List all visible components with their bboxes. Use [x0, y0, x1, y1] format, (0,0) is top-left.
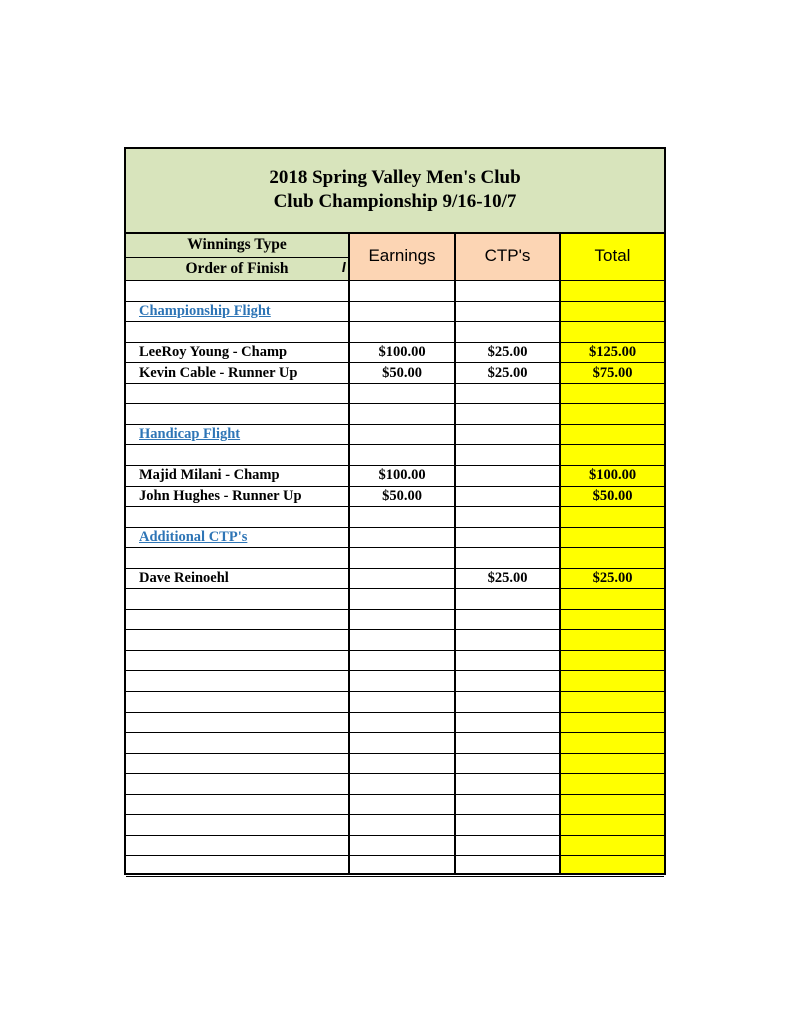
- row-earnings: [350, 507, 454, 527]
- row-total: $75.00: [592, 364, 633, 381]
- row-total: [561, 507, 664, 527]
- row-total: [561, 548, 664, 568]
- row-total: [561, 835, 664, 855]
- row-ctp: [456, 486, 559, 506]
- row-earnings: [350, 548, 454, 568]
- row-earnings: [350, 753, 454, 773]
- row-earnings: $50.00: [382, 364, 422, 381]
- row-ctp: [456, 753, 559, 773]
- earnings-header: Earnings: [368, 246, 436, 265]
- row-total: [561, 527, 664, 547]
- row-total: [561, 445, 664, 465]
- row-total: $50.00: [592, 488, 633, 504]
- section-heading: Championship Flight: [139, 303, 271, 320]
- row-total: [561, 815, 664, 835]
- row-total: [561, 301, 664, 321]
- row-name: Kevin Cable - Runner Up: [139, 364, 298, 381]
- row-ctp: [456, 692, 559, 712]
- row-total: [561, 281, 664, 301]
- row-ctp: [456, 404, 559, 424]
- row-total: [561, 404, 664, 424]
- row-earnings: [350, 692, 454, 712]
- row-ctp: [456, 507, 559, 527]
- row-ctp: [456, 383, 559, 403]
- row-earnings: [350, 856, 454, 876]
- row-earnings: [350, 815, 454, 835]
- row-ctp: [456, 548, 559, 568]
- row-total: [561, 692, 664, 712]
- row-total: [561, 753, 664, 773]
- section-heading: Additional CTP's: [139, 529, 248, 546]
- row-earnings: $100.00: [378, 467, 426, 484]
- row-earnings: [350, 671, 454, 691]
- row-earnings: [350, 322, 454, 342]
- row-earnings: $100.00: [378, 344, 426, 361]
- row-earnings: [350, 568, 454, 588]
- row-ctp: [456, 650, 559, 670]
- row-name: Majid Milani - Champ: [139, 467, 280, 484]
- row-ctp: [456, 774, 559, 794]
- row-ctp: [456, 815, 559, 835]
- row-ctp: [456, 589, 559, 609]
- order-of-finish-label: Order of Finish: [185, 260, 289, 277]
- sheet-title: [126, 149, 664, 234]
- row-earnings: [350, 609, 454, 629]
- row-ctp: $25.00: [487, 570, 528, 587]
- row-ctp: [456, 876, 559, 896]
- row-total: [561, 650, 664, 670]
- row-earnings: [350, 301, 454, 321]
- row-earnings: [350, 774, 454, 794]
- row-earnings: [350, 383, 454, 403]
- row-name: LeeRoy Young - Champ: [139, 344, 288, 361]
- row-ctp: [456, 465, 559, 485]
- row-ctp: [456, 712, 559, 732]
- section-heading: Handicap Flight: [139, 426, 241, 443]
- row-name: Dave Reinoehl: [139, 570, 229, 587]
- row-earnings: [350, 527, 454, 547]
- total-header: Total: [594, 246, 631, 265]
- row-total: [561, 589, 664, 609]
- row-ctp: [456, 424, 559, 444]
- row-ctp: [456, 527, 559, 547]
- row-earnings: [350, 281, 454, 301]
- row-total: [561, 322, 664, 342]
- row-earnings: [350, 650, 454, 670]
- row-ctp: [456, 794, 559, 814]
- row-ctp: [456, 609, 559, 629]
- winnings-sheet: [124, 147, 666, 875]
- header-divider: [126, 257, 348, 258]
- title-line-1: 2018 Spring Valley Men's Club: [269, 167, 521, 188]
- row-ctp: $25.00: [487, 344, 528, 361]
- row-total: [561, 856, 664, 876]
- row-name: John Hughes - Runner Up: [139, 488, 302, 504]
- row-total: [561, 424, 664, 444]
- row-ctp: [456, 445, 559, 465]
- title-line-2: Club Championship 9/16-10/7: [273, 191, 517, 212]
- row-ctp: [456, 301, 559, 321]
- row-total: [561, 671, 664, 691]
- row-earnings: [350, 733, 454, 753]
- row-earnings: [350, 424, 454, 444]
- row-earnings: [350, 712, 454, 732]
- row-total: $25.00: [592, 570, 633, 587]
- row-ctp: [456, 322, 559, 342]
- ctp-header: CTP's: [484, 246, 531, 265]
- row-earnings: [350, 876, 454, 896]
- row-earnings: [350, 835, 454, 855]
- row-earnings: [350, 404, 454, 424]
- row-total: [561, 774, 664, 794]
- row-total: [561, 630, 664, 650]
- row-ctp: [456, 281, 559, 301]
- row-ctp: [456, 733, 559, 753]
- row-earnings: [350, 445, 454, 465]
- row-total: $125.00: [588, 344, 637, 361]
- row-total: [561, 609, 664, 629]
- row-ctp: [456, 835, 559, 855]
- row-ctp: [456, 671, 559, 691]
- row-total: [561, 383, 664, 403]
- row-ctp: $25.00: [487, 364, 528, 381]
- row-total: [561, 876, 664, 896]
- row-total: [561, 733, 664, 753]
- row-total: [561, 712, 664, 732]
- row-total: $100.00: [588, 467, 637, 484]
- row-earnings: [350, 589, 454, 609]
- row-ctp: [456, 856, 559, 876]
- row-total: [561, 794, 664, 814]
- row-earnings: [350, 794, 454, 814]
- winnings-type-label: Winnings Type: [187, 236, 287, 253]
- row-earnings: $50.00: [382, 488, 422, 504]
- row-earnings: [350, 630, 454, 650]
- row-ctp: [456, 630, 559, 650]
